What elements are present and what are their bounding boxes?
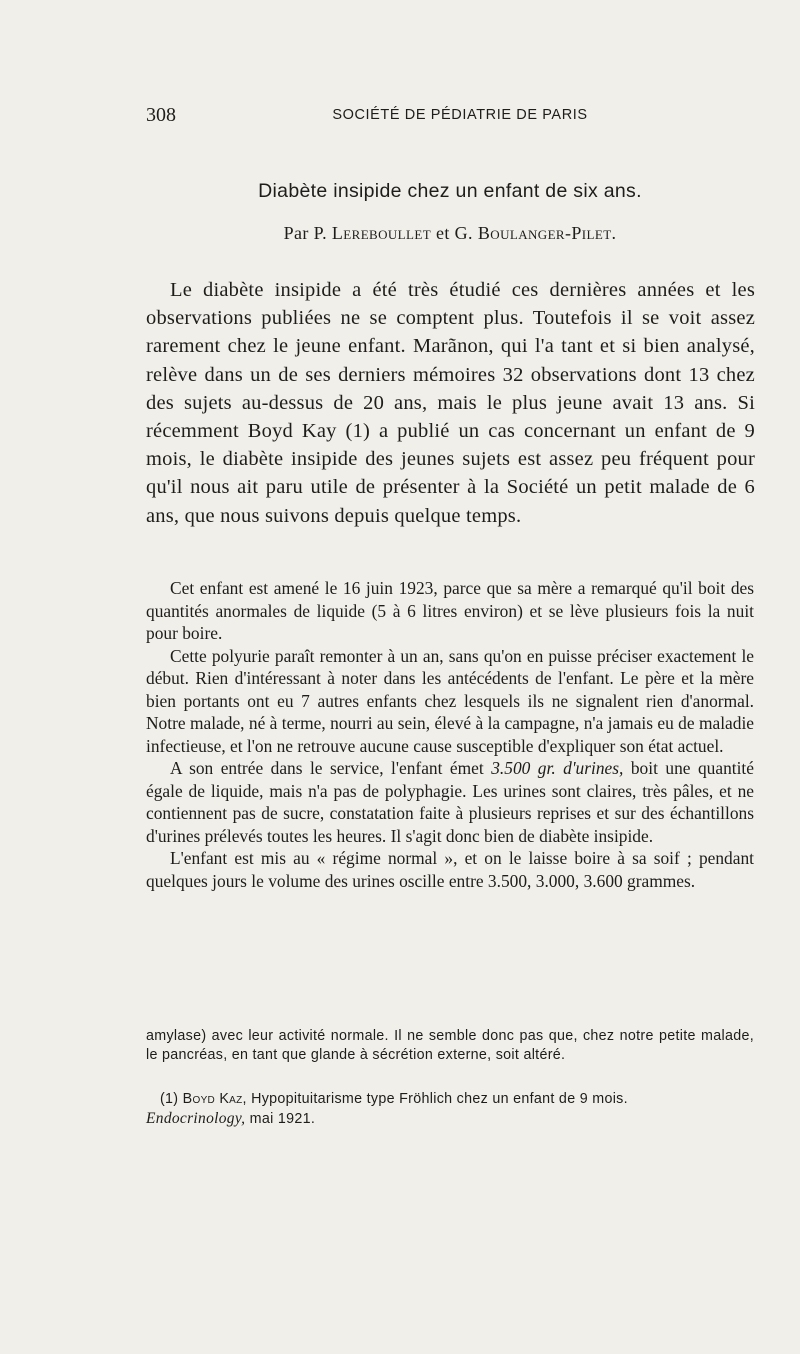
body-paragraph-2: Cette polyurie paraît remonter à un an, sans qu'on en puisse préciser exactement le début. Rien d'intéressant à noter dans les antécédents de l'enfant. Le père et la mère bien portants ont eu 7 autres enfants chez lesquels ils ne signalent rien d'anormal. Notre malade, né à terme, nourri au sein, élevé à la campagne, n'a jamais eu de maladie infectieuse, et l'on ne retrouve aucune cause susceptible d'expliquer son état actuel. — [146, 645, 754, 756]
abstract-paragraph: Le diabète insipide a été très étudié ces dernières années et les observations publiées ne se comptent plus. Toutefois il se voit assez rarement chez le jeune enfant. Marãnon, qui l'a tant et si bien analysé, relève dans un de ses derniers mémoires 32 observations dont 13 chez des sujets au-dessus de 20 ans, mais le plus jeune avait 13 ans. Si récemment Boyd Kay (1) a publié un cas concernant un enfant de 9 mois, le diabète insipide des jeunes sujets est assez peu fréquent pour qu'il nous ait paru utile de présenter à la Société un petit malade de 6 ans, que nous suivons depuis quelque temps. — [146, 279, 755, 527]
footnote — [146, 1090, 754, 1129]
page-header — [146, 104, 754, 128]
byline-middle: et G. — [435, 223, 473, 243]
body-paragraph-1: Cet enfant est amené le 16 juin 1923, parce que sa mère a remarqué qu'il boit des quantités anormales de liquide (5 à 6 litres environ) et se lève plusieurs fois la nuit pour boire. — [146, 578, 754, 643]
footnote-marker: (1) — [160, 1091, 179, 1107]
body-paragraph-3 — [146, 757, 754, 847]
urine-volume: 3.500 gr. d'urines, — [491, 758, 624, 778]
author-1: Lereboullet — [331, 223, 432, 243]
body-paragraph-4: L'enfant est mis au « régime normal », et on le laisse boire à sa soif ; pendant quelques jours le volume des urines oscille entre 3.500, 3.000, 3.600 grammes. — [146, 848, 754, 891]
footnote-text: Hypopituitarisme type Fröhlich chez un enfant de 9 mois. — [251, 1091, 628, 1107]
p3-before: A son entrée dans le service, l'enfant émet — [170, 758, 484, 778]
footnote-journal: Endocrinology, — [146, 1110, 246, 1127]
footnote-source — [146, 1109, 754, 1129]
page-number: 308 — [146, 104, 176, 126]
author-2: Boulanger-Pilet. — [477, 223, 617, 243]
footnote-date: mai 1921. — [249, 1111, 316, 1127]
footnote-author: Boyd Kaz, — [182, 1091, 247, 1107]
continued-text — [146, 1027, 754, 1065]
footnote-line — [146, 1090, 754, 1109]
p3-after: boit une quantité égale de liquide, mais n'a pas de polyphagie. Les urines sont claires, très pâles, et ne contiennent pas de sucre, constatation faite à plusieurs reprises et sur des échantillons d'urines prélevés toutes les heures. Il s'agit donc bien de diabète insipide. — [146, 758, 754, 846]
abstract — [146, 276, 755, 530]
continued-paragraph: amylase) avec leur activité normale. Il ne semble donc pas que, chez notre petite malade, le pancréas, en tant que glande à sécrétion externe, soit altéré. — [146, 1028, 754, 1063]
byline — [146, 223, 754, 244]
running-head: SOCIÉTÉ DE PÉDIATRIE DE PARIS — [332, 107, 588, 123]
byline-prefix: Par P. — [283, 223, 327, 243]
article-title: Diabète insipide chez un enfant de six ans. — [258, 180, 642, 202]
body-text — [146, 577, 754, 892]
